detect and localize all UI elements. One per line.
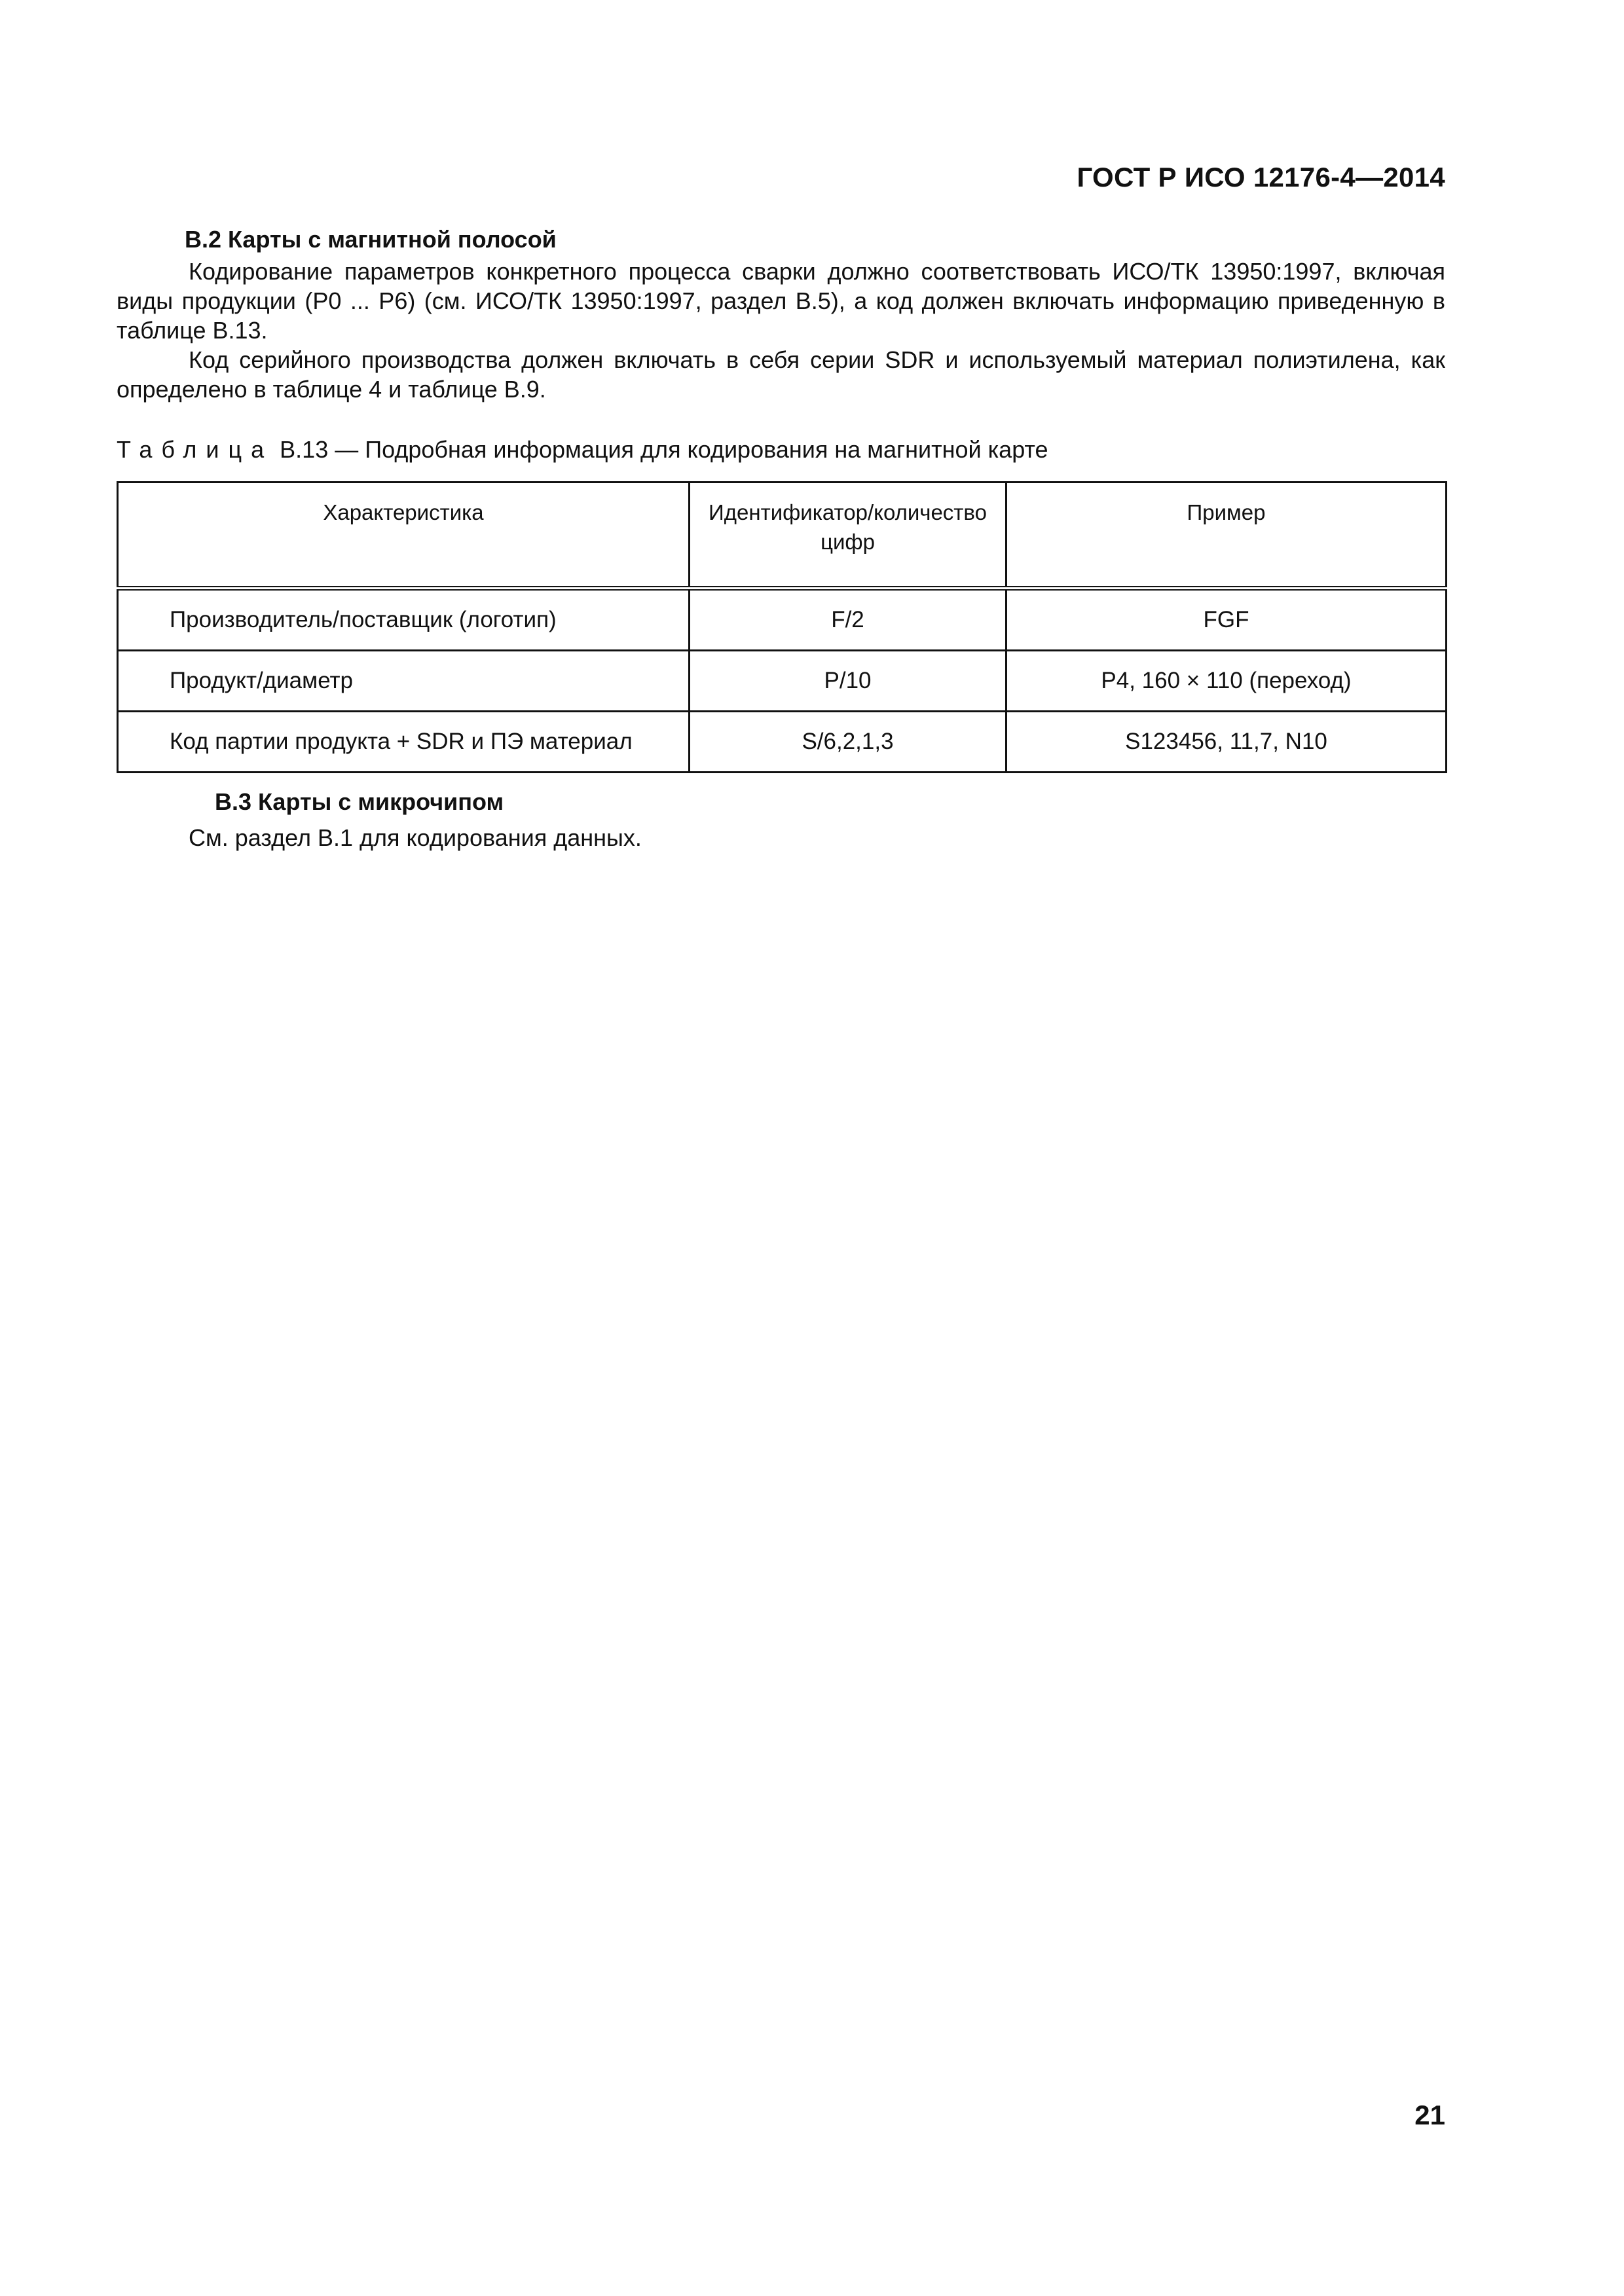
encoding-table xyxy=(117,481,1447,773)
header-example: Пример xyxy=(1006,483,1447,589)
table-row xyxy=(118,589,1447,651)
table-caption xyxy=(117,430,1445,469)
page-number: 21 xyxy=(1414,2100,1445,2130)
section-b3-paragraph: См. раздел В.1 для кодирования данных. xyxy=(189,824,642,851)
table-cell: FGF xyxy=(1006,589,1447,651)
table-row xyxy=(118,712,1447,773)
header-characteristic: Характеристика xyxy=(118,483,690,589)
table-caption-text: В.13 — Подробная информация для кодирования на магнитной карте xyxy=(280,436,1048,463)
table-row xyxy=(118,651,1447,712)
section-b2-paragraph-2: Код серийного производства должен включать в себя серии SDR и используемый материал полиэтилена, как определено в таблице 4 и таблице В.9. xyxy=(117,346,1445,403)
table-cell: Производитель/поставщик (логотип) xyxy=(118,589,690,651)
table-cell: P/10 xyxy=(690,651,1006,712)
header-identifier: Идентификатор/количество цифр xyxy=(690,483,1006,589)
table-cell: Код партии продукта + SDR и ПЭ материал xyxy=(118,712,690,773)
section-b2-paragraph-1: Кодирование параметров конкретного процесса сварки должно соответствовать ИСО/ТК 13950:1997, включая виды продукции (Р0 ... Р6) (см. ИСО/ТК 13950:1997, раздел В.5), а код должен включать информацию приведенную в таблице В.13. xyxy=(117,258,1445,344)
table-cell: S123456, 11,7, N10 xyxy=(1006,712,1447,773)
standard-designation: ГОСТ Р ИСО 12176-4—2014 xyxy=(1077,162,1445,192)
table-header-row xyxy=(118,483,1447,589)
table-cell: Продукт/диаметр xyxy=(118,651,690,712)
table-cell: F/2 xyxy=(690,589,1006,651)
table-cell: P4, 160 × 110 (переход) xyxy=(1006,651,1447,712)
page-content xyxy=(117,223,1445,852)
table-cell: S/6,2,1,3 xyxy=(690,712,1006,773)
section-b3-heading: В.3 Карты с микрочипом xyxy=(215,788,504,815)
table-caption-label: Таблица xyxy=(117,436,274,463)
section-b2-heading: B.2 Карты с магнитной полосой xyxy=(185,226,557,253)
